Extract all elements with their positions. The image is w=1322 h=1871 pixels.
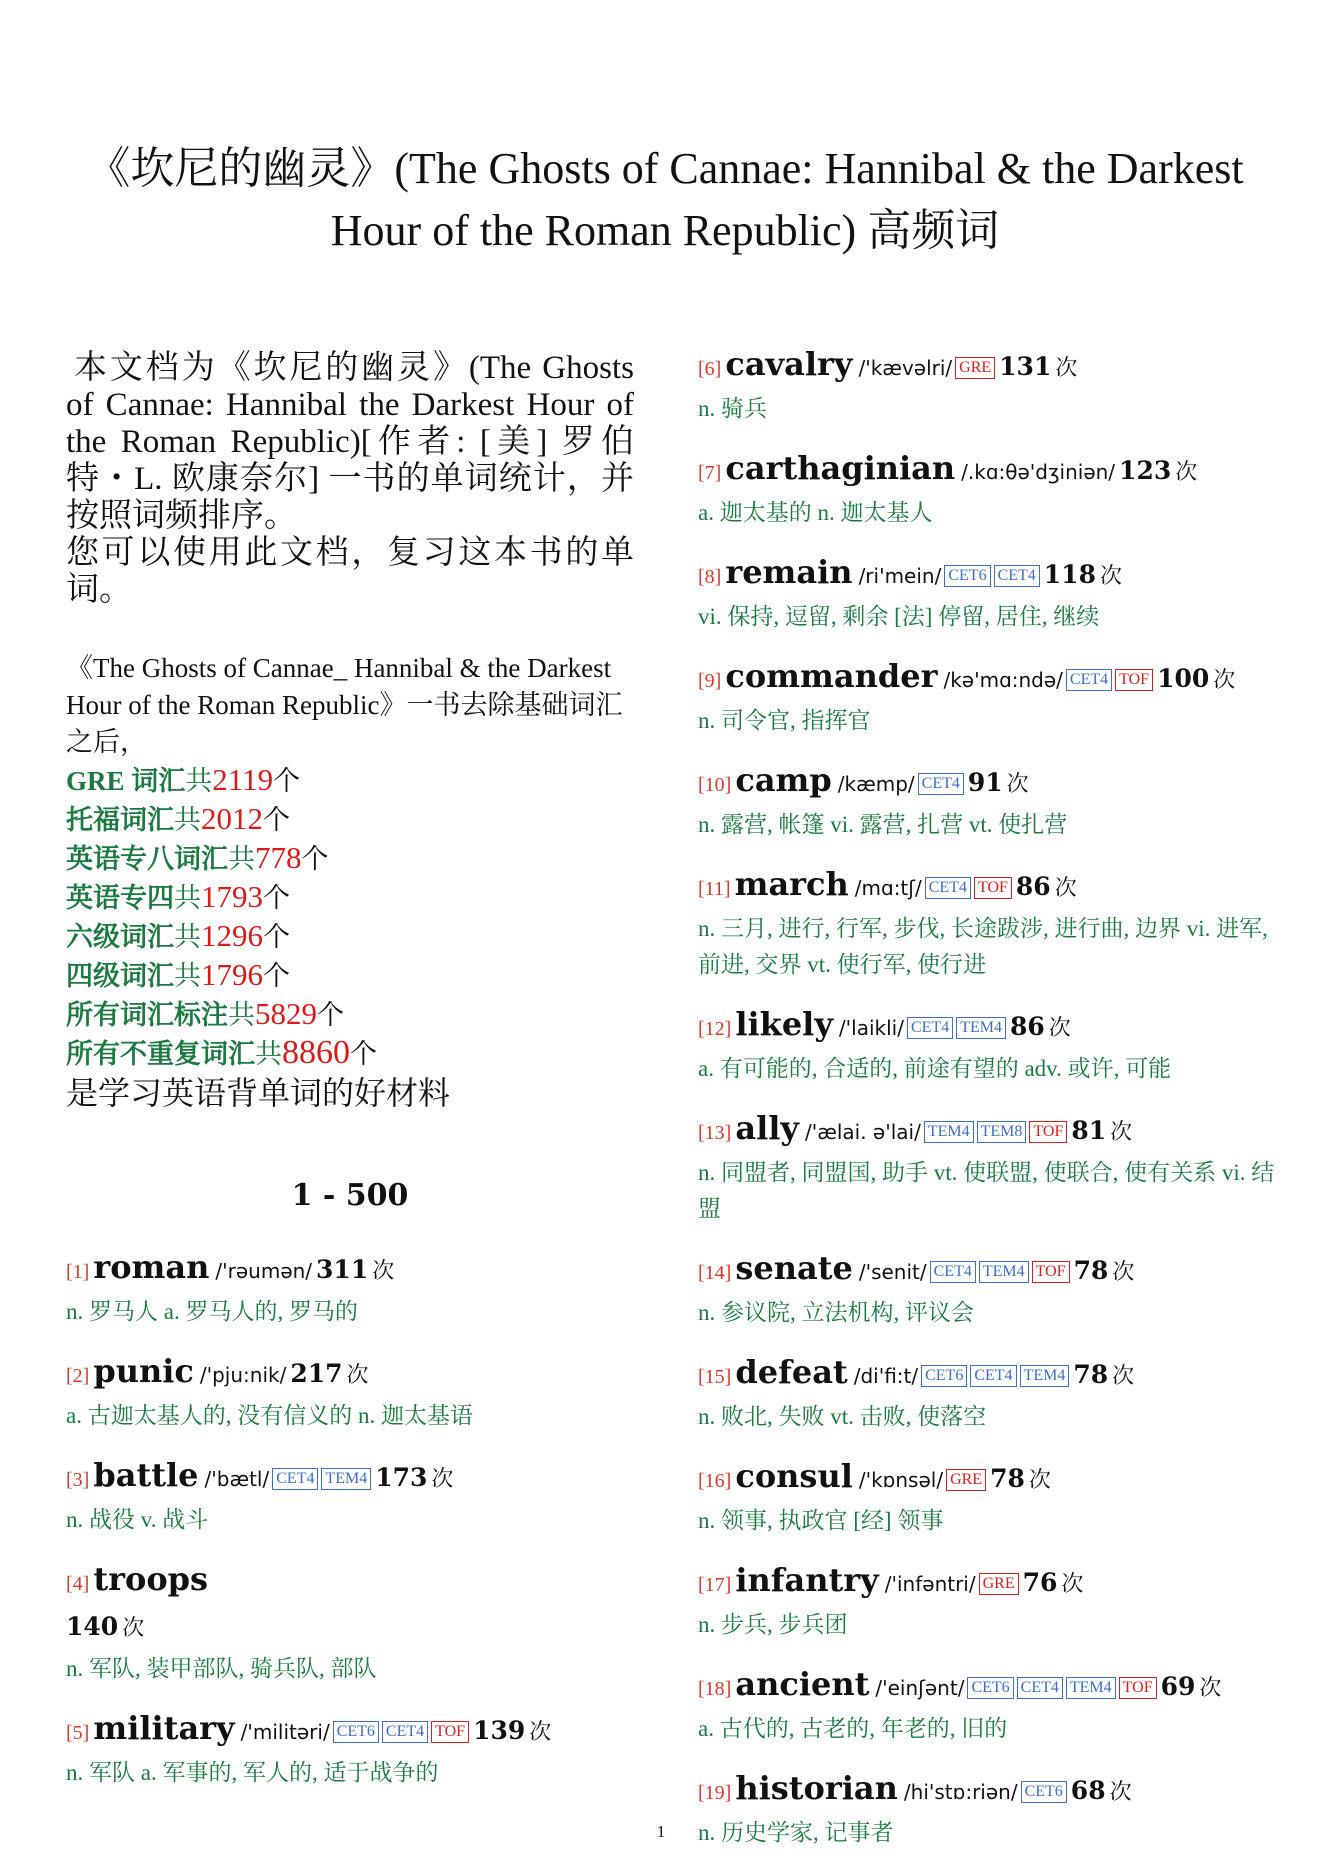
stat-number: 1796	[201, 957, 263, 992]
entry-definition: n. 历史学家, 记事者	[698, 1820, 894, 1845]
frequency-count: 139	[473, 1716, 526, 1745]
exam-tag: CET4	[994, 565, 1040, 587]
exam-tag: CET6	[1021, 1781, 1067, 1803]
frequency-unit: 次	[1099, 563, 1122, 588]
word-entry	[66, 1707, 656, 1791]
entry-headline	[698, 551, 1278, 599]
stat-connector: 共	[174, 883, 201, 913]
word-entry	[698, 343, 1278, 427]
word-entry	[698, 1107, 1278, 1227]
entry-headline	[66, 1707, 656, 1755]
stats-list	[66, 761, 640, 1073]
stat-number: 778	[255, 840, 302, 875]
frequency-unit: 次	[1054, 875, 1077, 900]
entry-headline	[698, 1247, 1278, 1295]
entry-definition: vi. 保持, 逗留, 剩余 [法] 停留, 居住, 继续	[698, 604, 1100, 629]
entry-pronunciation: /kæmp/	[837, 772, 915, 796]
entry-frequency	[1069, 1360, 1135, 1389]
entry-headline	[698, 863, 1278, 911]
word-entry	[698, 1247, 1278, 1331]
word-entry	[698, 655, 1278, 739]
frequency-unit: 次	[1112, 1259, 1135, 1284]
exam-tag: CET6	[333, 1721, 379, 1743]
entry-definition: a. 古迦太基人的, 没有信义的 n. 迦太基语	[66, 1403, 473, 1428]
frequency-unit: 次	[1028, 1467, 1051, 1492]
entry-definition: a. 有可能的, 合适的, 前途有望的 adv. 或许, 可能	[698, 1056, 1172, 1081]
stat-number: 1793	[201, 879, 263, 914]
entry-headline	[698, 1455, 1278, 1503]
exam-tag: CET4	[1066, 669, 1112, 691]
frequency-unit: 次	[529, 1719, 552, 1744]
entry-definition: n. 军队, 装甲部队, 骑兵队, 部队	[66, 1656, 377, 1681]
frequency-count: 217	[290, 1359, 343, 1388]
entry-definition: n. 同盟者, 同盟国, 助手 vt. 使联盟, 使联合, 使有关系 vi. 结盟	[698, 1160, 1275, 1221]
entry-index: [4]	[66, 1573, 90, 1595]
entry-pronunciation: /hi'stɒ:riən/	[903, 1780, 1018, 1804]
entry-word: troops	[93, 1560, 209, 1598]
word-list-right	[698, 343, 1278, 1871]
entry-word: ally	[735, 1109, 799, 1147]
frequency-unit: 次	[1055, 355, 1078, 380]
entry-headline	[698, 759, 1278, 807]
frequency-count: 78	[990, 1464, 1025, 1493]
entry-frequency	[1006, 1012, 1071, 1041]
entry-word: senate	[735, 1249, 853, 1287]
stat-row	[66, 800, 640, 839]
stat-number: 2119	[212, 762, 274, 797]
entry-pronunciation: /di'fi:t/	[853, 1364, 919, 1388]
frequency-count: 140	[66, 1612, 119, 1641]
stat-row	[66, 761, 640, 800]
exam-tag: TOF	[431, 1721, 469, 1743]
intro-paragraph-2: 您可以使用此文档，复习这本书的单词。	[66, 535, 634, 608]
stat-row	[66, 839, 640, 878]
exam-tag: CET4	[272, 1468, 318, 1490]
entry-index: [6]	[698, 358, 722, 380]
entry-definition: n. 战役 v. 战斗	[66, 1507, 209, 1532]
entry-index: [17]	[698, 1574, 732, 1596]
entry-headline	[698, 1003, 1278, 1051]
entry-headline	[66, 1246, 656, 1294]
stat-number: 8860	[282, 1034, 350, 1071]
entry-frequency	[1067, 1776, 1132, 1805]
frequency-count: 69	[1160, 1672, 1196, 1701]
title-line-1: 《坎尼的幽灵》(The Ghosts of Cannae: Hannibal & the Darkest	[86, 144, 1244, 193]
entry-word: ancient	[735, 1665, 870, 1703]
entry-index: [15]	[698, 1366, 732, 1388]
word-entry	[698, 551, 1278, 635]
exam-tag: CET4	[930, 1261, 976, 1283]
frequency-unit: 次	[1109, 1779, 1132, 1804]
exam-tag: CET6	[967, 1677, 1013, 1699]
word-entry	[66, 1454, 656, 1538]
entry-index: [5]	[66, 1722, 90, 1744]
exam-tag: CET6	[921, 1365, 967, 1387]
entry-definition: n. 军队 a. 军事的, 军人的, 适于战争的	[66, 1760, 439, 1785]
stat-label: 托福词汇	[66, 805, 174, 835]
entry-pronunciation: /ri'mein/	[858, 564, 942, 588]
exam-tag: CET6	[944, 565, 990, 587]
entry-headline	[698, 1767, 1278, 1815]
entry-frequency	[1040, 560, 1122, 589]
entry-headline	[66, 1350, 656, 1398]
frequency-count: 68	[1070, 1776, 1106, 1805]
entry-frequency	[286, 1359, 369, 1388]
entry-index: [2]	[66, 1365, 90, 1387]
word-entry	[66, 1350, 656, 1434]
frequency-unit: 次	[346, 1362, 369, 1387]
entry-word: defeat	[735, 1353, 848, 1391]
word-entry	[66, 1558, 656, 1687]
stat-label: 六级词汇	[66, 922, 174, 952]
entry-index: [12]	[698, 1018, 732, 1040]
exam-tag: TEM4	[1066, 1677, 1116, 1699]
frequency-unit: 次	[1213, 667, 1236, 692]
frequency-unit: 次	[1110, 1119, 1133, 1144]
exam-tag: CET4	[925, 877, 971, 899]
stat-unit: 个	[317, 1000, 344, 1030]
entry-frequency	[986, 1464, 1051, 1493]
entry-frequency	[1157, 1672, 1222, 1701]
page-number: 1	[656, 1822, 666, 1841]
entry-word: military	[93, 1709, 235, 1747]
stat-row	[66, 995, 640, 1034]
word-list-left	[66, 1246, 656, 1811]
entry-frequency	[66, 1612, 145, 1641]
frequency-count: 78	[1073, 1360, 1109, 1389]
entry-index: [1]	[66, 1261, 90, 1283]
exam-tag: TEM4	[979, 1261, 1029, 1283]
entry-word: infantry	[735, 1561, 879, 1599]
stat-connector: 共	[255, 1039, 282, 1069]
frequency-unit: 次	[1199, 1675, 1222, 1700]
stat-label: 英语专四	[66, 883, 174, 913]
exam-tag: GRE	[946, 1469, 986, 1491]
stat-unit: 个	[273, 766, 301, 796]
entry-definition: n. 三月, 进行, 行军, 步伐, 长途跋涉, 进行曲, 边界 vi. 进军, 前进, 交界 vt. 使行军, 使行进	[698, 916, 1268, 977]
entry-index: [16]	[698, 1470, 732, 1492]
frequency-count: 131	[999, 352, 1052, 381]
frequency-count: 311	[316, 1255, 369, 1284]
title-line-2: Hour of the Roman Republic) 高频词	[330, 206, 1000, 255]
stat-number: 5829	[255, 996, 317, 1031]
intro-block	[66, 350, 634, 609]
entry-pronunciation: /'senit/	[858, 1260, 927, 1284]
entry-word: camp	[735, 761, 832, 799]
word-entry	[698, 1003, 1278, 1087]
word-entry	[698, 1559, 1278, 1643]
entry-pronunciation: /mɑ:tʃ/	[854, 876, 922, 900]
entry-definition: n. 步兵, 步兵团	[698, 1612, 848, 1637]
entry-headline	[66, 1454, 656, 1502]
entry-definition: n. 骑兵	[698, 396, 767, 421]
exam-tag: TOF	[1029, 1121, 1067, 1143]
stat-unit: 个	[263, 805, 290, 835]
frequency-unit: 次	[122, 1615, 145, 1640]
exam-tag: TOF	[974, 877, 1012, 899]
entry-definition: n. 败北, 失败 vt. 击败, 使落空	[698, 1404, 987, 1429]
entry-frequency	[371, 1463, 454, 1492]
frequency-unit: 次	[431, 1466, 454, 1491]
entry-frequency-line	[66, 1606, 656, 1651]
exam-tag: TOF	[1119, 1677, 1157, 1699]
entry-headline	[698, 343, 1278, 391]
exam-tag: TEM4	[1020, 1365, 1070, 1387]
frequency-unit: 次	[1048, 1015, 1071, 1040]
exam-tag: CET4	[918, 773, 964, 795]
entry-word: battle	[93, 1456, 199, 1494]
entry-frequency	[312, 1255, 395, 1284]
stat-unit: 个	[350, 1039, 377, 1069]
entry-word: historian	[735, 1769, 898, 1807]
exam-tag: CET4	[907, 1017, 953, 1039]
exam-tag: TEM4	[956, 1017, 1006, 1039]
entry-headline	[698, 1559, 1278, 1607]
word-entry	[698, 1663, 1278, 1747]
frequency-count: 118	[1043, 560, 1096, 589]
frequency-count: 173	[375, 1463, 428, 1492]
entry-definition: n. 参议院, 立法机构, 评议会	[698, 1300, 974, 1325]
entry-word: consul	[735, 1457, 853, 1495]
exam-tag: GRE	[955, 357, 995, 379]
entry-frequency	[1070, 1256, 1135, 1285]
entry-frequency	[1153, 664, 1236, 693]
entry-headline	[698, 1107, 1278, 1155]
stat-unit: 个	[301, 844, 329, 874]
entry-word: commander	[725, 657, 938, 695]
stat-row	[66, 956, 640, 995]
stat-label: GRE 词汇	[66, 766, 186, 796]
entry-definition: n. 司令官, 指挥官	[698, 708, 871, 733]
stat-row	[66, 878, 640, 917]
stat-number: 2012	[201, 801, 263, 836]
stat-label: 四级词汇	[66, 961, 174, 991]
stat-connector: 共	[228, 844, 255, 874]
entry-index: [11]	[698, 878, 731, 900]
exam-tag: CET4	[970, 1365, 1016, 1387]
entry-index: [19]	[698, 1782, 732, 1804]
entry-word: carthaginian	[725, 449, 956, 487]
entry-index: [14]	[698, 1262, 732, 1284]
entry-frequency	[964, 768, 1029, 797]
entry-frequency	[1012, 872, 1077, 901]
frequency-count: 123	[1119, 456, 1172, 485]
stat-unit: 个	[263, 883, 290, 913]
frequency-unit: 次	[372, 1258, 395, 1283]
stat-row	[66, 917, 640, 956]
entry-frequency	[995, 352, 1078, 381]
entry-index: [13]	[698, 1122, 732, 1144]
frequency-count: 100	[1157, 664, 1210, 693]
entry-index: [3]	[66, 1469, 90, 1491]
entry-definition: a. 古代的, 古老的, 年老的, 旧的	[698, 1716, 1008, 1741]
entry-definition: n. 露营, 帐篷 vi. 露营, 扎营 vt. 使扎营	[698, 812, 1068, 837]
exam-tag: CET4	[382, 1721, 428, 1743]
word-entry	[698, 447, 1278, 531]
entry-frequency	[1115, 456, 1198, 485]
entry-headline	[66, 1558, 656, 1606]
stat-connector: 共	[174, 805, 201, 835]
entry-index: [7]	[698, 462, 722, 484]
entry-pronunciation: /'militəri/	[240, 1720, 330, 1744]
stats-closing: 是学习英语背单词的好材料	[66, 1075, 451, 1111]
stat-connector: 共	[185, 766, 213, 796]
entry-index: [10]	[698, 774, 732, 796]
entry-pronunciation: /'infəntri/	[884, 1572, 976, 1596]
entry-pronunciation: /'bætl/	[204, 1467, 270, 1491]
exam-tag: TEM4	[321, 1468, 371, 1490]
stat-connector: 共	[228, 1000, 255, 1030]
exam-tag: TOF	[1115, 669, 1153, 691]
frequency-unit: 次	[1175, 459, 1198, 484]
entry-index: [9]	[698, 670, 722, 692]
entry-word: march	[734, 865, 849, 903]
stat-row	[66, 1034, 640, 1073]
stat-connector: 共	[174, 922, 201, 952]
exam-tag: TEM8	[977, 1121, 1027, 1143]
intro-paragraph-1: 本文档为《坎尼的幽灵》(The Ghosts of Cannae: Hannibal the Darkest Hour of the Roman Republic)[作者: [美] 罗伯特・L. 欧康奈尔] 一书的单词统计，并按照词频排序。	[66, 350, 634, 534]
exam-tag: TOF	[1032, 1261, 1070, 1283]
entry-headline	[698, 655, 1278, 703]
stat-number: 1296	[201, 918, 263, 953]
entry-word: remain	[725, 553, 853, 591]
frequency-count: 91	[967, 768, 1003, 797]
entry-index: [8]	[698, 566, 722, 588]
entry-pronunciation: /'einʃənt/	[875, 1676, 965, 1700]
range-heading: 1 - 500	[291, 1178, 409, 1213]
entry-word: roman	[93, 1248, 210, 1286]
entry-word: punic	[93, 1352, 194, 1390]
frequency-count: 86	[1015, 872, 1051, 901]
entry-frequency	[1019, 1568, 1084, 1597]
word-entry	[698, 1455, 1278, 1539]
entry-pronunciation: /'laikli/	[838, 1016, 904, 1040]
exam-tag: GRE	[979, 1573, 1019, 1595]
entry-pronunciation: /.kɑ:θə'dʒiniən/	[961, 460, 1116, 484]
frequency-count: 76	[1022, 1568, 1058, 1597]
word-entry	[698, 863, 1278, 983]
stat-label: 英语专八词汇	[66, 844, 228, 874]
entry-pronunciation: /'pju:nik/	[199, 1363, 287, 1387]
entry-word: cavalry	[725, 345, 853, 383]
frequency-unit: 次	[1061, 1571, 1084, 1596]
stats-block	[66, 650, 640, 1113]
document-title	[60, 138, 1270, 262]
frequency-count: 86	[1009, 1012, 1045, 1041]
word-entry	[698, 759, 1278, 843]
stat-label: 所有词汇标注	[66, 1000, 228, 1030]
entry-pronunciation: /kə'mɑ:ndə/	[943, 668, 1063, 692]
frequency-count: 81	[1071, 1116, 1107, 1145]
frequency-unit: 次	[1112, 1363, 1135, 1388]
entry-headline	[698, 1663, 1278, 1711]
stats-lead: 《The Ghosts of Cannae_ Hannibal & the Darkest Hour of the Roman Republic》一书去除基础词汇之后，	[66, 653, 623, 757]
entry-word: likely	[735, 1005, 833, 1043]
entry-frequency	[1067, 1116, 1133, 1145]
frequency-count: 78	[1073, 1256, 1109, 1285]
stat-unit: 个	[263, 961, 290, 991]
stat-connector: 共	[174, 961, 201, 991]
entry-pronunciation: /'kævəlri/	[858, 356, 953, 380]
frequency-unit: 次	[1006, 771, 1029, 796]
entry-pronunciation: /'rəumən/	[215, 1259, 313, 1283]
word-entry	[698, 1351, 1278, 1435]
entry-headline	[698, 1351, 1278, 1399]
exam-tag: TEM4	[924, 1121, 974, 1143]
entry-definition: n. 罗马人 a. 罗马人的, 罗马的	[66, 1299, 358, 1324]
entry-definition: n. 领事, 执政官 [经] 领事	[698, 1508, 944, 1533]
entry-headline	[698, 447, 1278, 495]
entry-index: [18]	[698, 1678, 732, 1700]
entry-pronunciation: /'kɒnsəl/	[858, 1468, 944, 1492]
stat-unit: 个	[263, 922, 290, 952]
exam-tag: CET4	[1017, 1677, 1063, 1699]
entry-pronunciation: /'ælai. ə'lai/	[804, 1120, 921, 1144]
entry-definition: a. 迦太基的 n. 迦太基人	[698, 500, 933, 525]
stat-label: 所有不重复词汇	[66, 1039, 255, 1069]
entry-frequency	[469, 1716, 552, 1745]
word-entry	[66, 1246, 656, 1330]
